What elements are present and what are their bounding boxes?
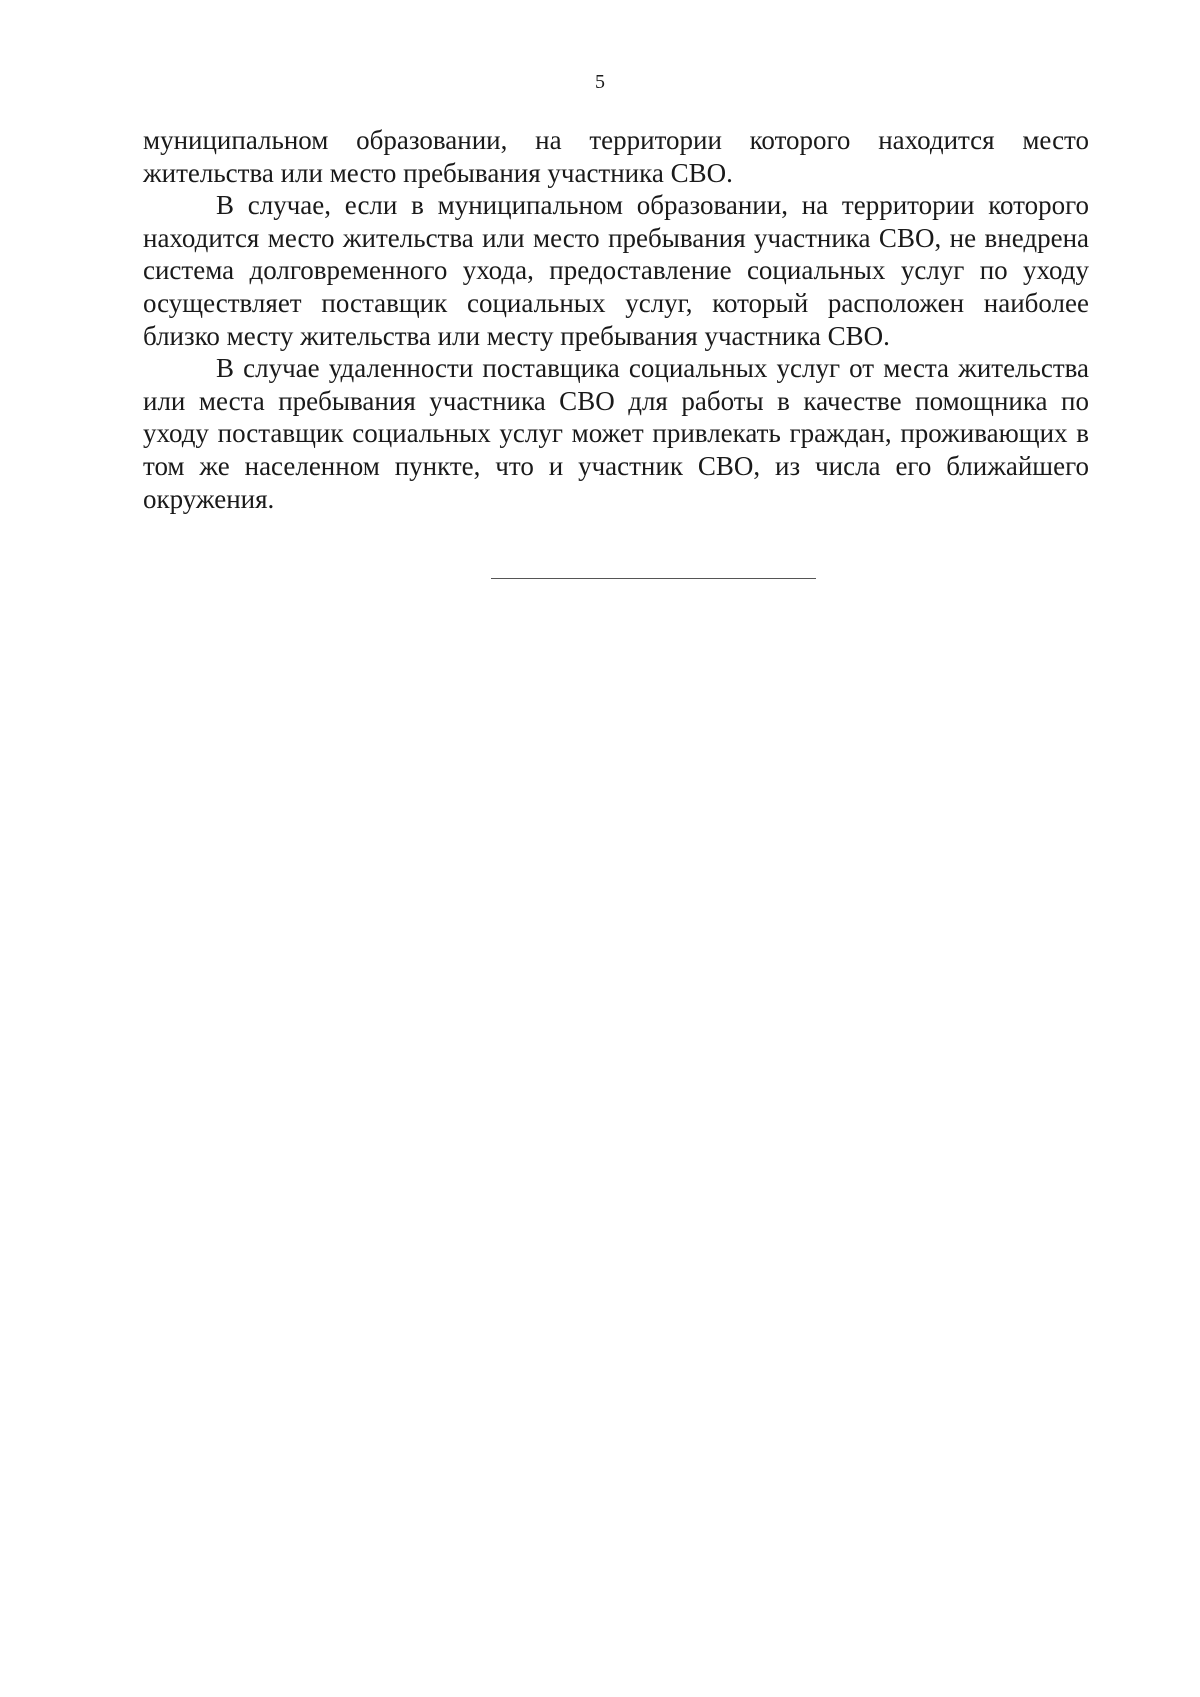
document-body [143, 124, 1089, 515]
paragraph-provider-remoteness: В случае удаленности поставщика социальных услуг от места жительства или места пребывания участника СВО для работы в качестве помощника по уходу поставщик социальных услуг может привлекать граждан, проживающих в том же населенном пункте, что и участник СВО, из числа его ближайшего окружения. [143, 353, 1089, 514]
end-of-document-rule [491, 578, 816, 579]
page-number: 5 [595, 71, 605, 93]
paragraph-continuation: муниципальном образовании, на территории которого находится место жительства или место пребывания участника СВО. [143, 125, 1089, 188]
paragraph-no-ltc-system: В случае, если в муниципальном образовании, на территории которого находится место жительства или место пребывания участника СВО, не внедрена система долговременного ухода, предоставление социальных услуг по уходу осуществляет поставщик социальных услуг, который расположен наиболее близко месту жительства или месту пребывания участника СВО. [143, 190, 1089, 351]
